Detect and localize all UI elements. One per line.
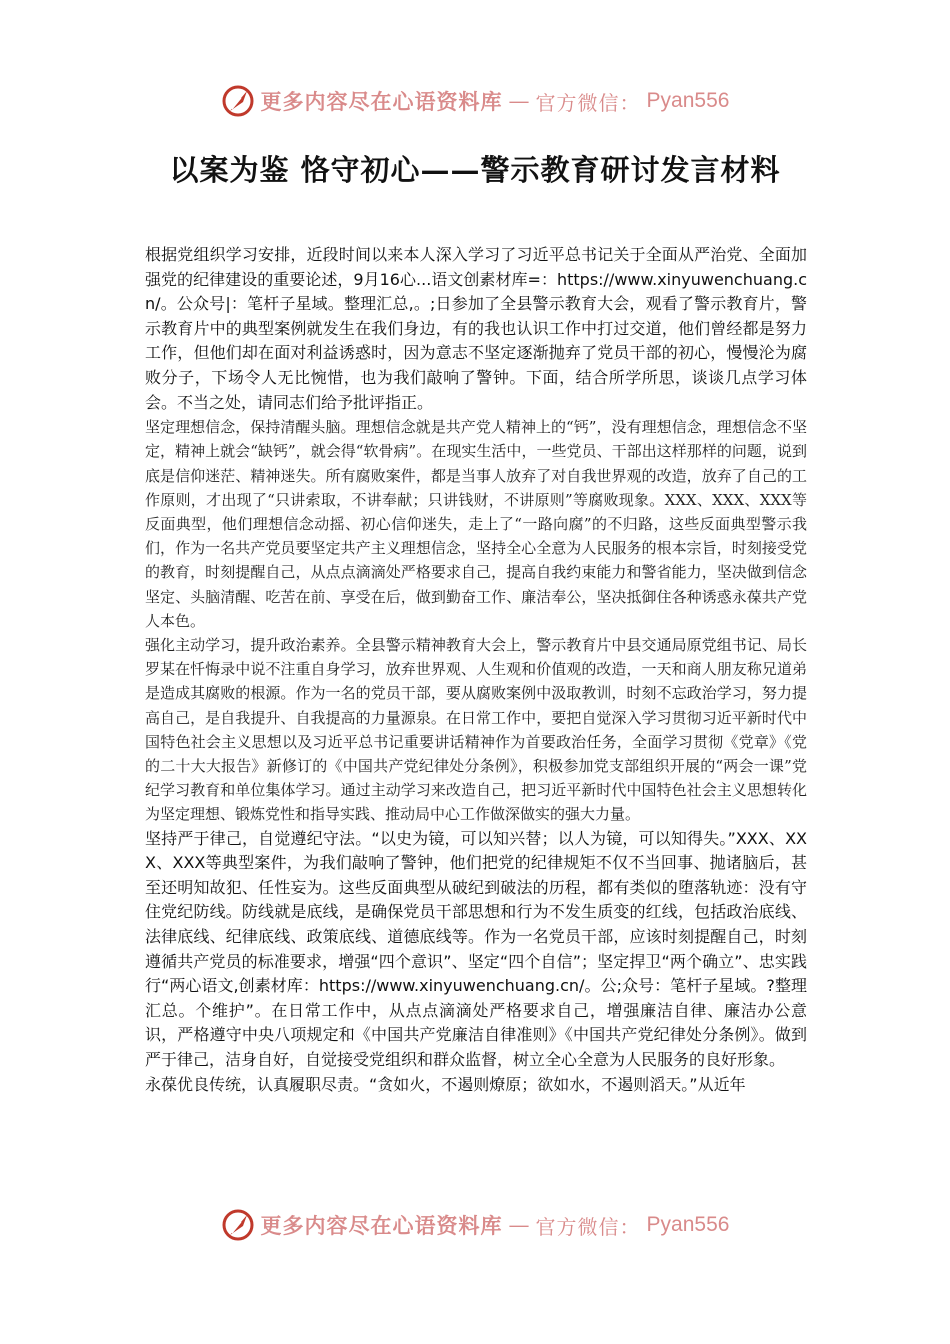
watermark-brand: 更多内容尽在心语资料库 (260, 1213, 503, 1238)
watermark-contact-code: Pyan556 (646, 1213, 730, 1236)
paragraph-ideals: 坚定理想信念，保持清醒头脑。理想信念就是共产党人精神上的“钙”，没有理想信念，理想信念不坚定，精神上就会“缺钙”，就会得“软骨病”。在现实生活中，一些党员、干部出这样那样的问题，说到底是信仰迷茫、精神迷失。所有腐败案件，都是当事人放弃了对自我世界观的改造，放弃了自己的工作原则，才出现了“只讲索取，不讲奉献；只讲钱财，不讲原则”等腐败现象。XXX、XXX、XXX等反面典型，他们理想信念动摇、初心信仰迷失，走上了“一路向腐”的不归路，这些反面典型警示我们，作为一名共产党员要坚定共产主义理想信念，坚持全心全意为人民服务的根本宗旨，时刻接受党的教育，时刻提醒自己，从点点滴滴处严格要求自己，提高自我约束能力和警省能力，坚决做到信念坚定、头脑清醒、吃苦在前、享受在后，做到勤奋工作、廉洁奉公，坚决抵御住各种诱惑永葆共产党人本色。 (145, 418, 807, 630)
watermark-separator: — (508, 89, 530, 113)
document-title: 以案为鉴 恪守初心——警示教育研讨发言材料 (169, 153, 781, 187)
footer-watermark (0, 1208, 950, 1242)
paragraph-tradition: 永葆优良传统，认真履职尽责。“贪如火，不遏则燎原；欲如水，不遏则滔天。”从近年 (145, 1074, 746, 1094)
watermark-contact-code: Pyan556 (646, 89, 730, 112)
quill-circle-icon (221, 1208, 255, 1242)
header-watermark (0, 84, 950, 118)
watermark-separator: — (508, 1213, 530, 1237)
paragraph-study: 强化主动学习，提升政治素养。全县警示精神教育大会上，警示教育片中县交通局原党组书记、局长罗某在忏悔录中说不注重自身学习，放弃世界观、人生观和价值观的改造，一天和商人朋友称兄道弟是造成其腐败的根源。作为一名的党员干部，要从腐败案例中汲取教训，时刻不忘政治学习，努力提高自己，是自我提升、自我提高的力量源泉。在日常工作中，要把自觉深入学习贯彻习近平新时代中国特色社会主义思想以及习近平总书记重要讲话精神作为首要政治任务，全面学习贯彻《党章》《党的二十大大报告》新修订的《中国共产党纪律处分条例》，积极参加党支部组织开展的“两会一课”党纪学习教育和单位集体学习。通过主动学习来改造自己，把习近平新时代中国特色社会主义思想转化为坚定理想、锻炼党性和指导实践、推动局中心工作做深做实的强大力量。 (145, 635, 807, 824)
document-body (145, 243, 807, 1097)
quill-circle-icon (221, 84, 255, 118)
watermark-contact-label: 官方微信： (535, 1214, 641, 1239)
paragraph-intro: 根据党组织学习安排，近段时间以来本人深入学习了习近平总书记关于全面从严治党、全面加强党的纪律建设的重要论述，9月16心...语文创素材库=：https://www.xinyuwenchuang.cn/。公众号|：笔杆子星域。整理汇总,。;日参加了全县警示教育大会，观看了警示教育片，警示教育片中的典型案例就发生在我们身边，有的我也认识工作中打过交道，他们曾经都是努力工作，但他们却在面对利益诱惑时，因为意志不坚定逐渐抛弃了党员干部的初心，慢慢沦为腐败分子，下场令人无比惋惜，也为我们敲响了警钟。下面，结合所学所思，谈谈几点学习体会。不当之处，请同志们给予批评指正。 (145, 245, 807, 412)
watermark-brand: 更多内容尽在心语资料库 (260, 89, 503, 114)
watermark-contact-label: 官方微信： (535, 90, 641, 115)
paragraph-discipline: 坚持严于律己，自觉遵纪守法。“以史为镜，可以知兴替；以人为镜，可以知得失。”XXX、XXX、XXX等典型案件，为我们敲响了警钟，他们把党的纪律规矩不仅不当回事、抛诸脑后，甚至还明知故犯、任性妄为。这些反面典型从破纪到破法的历程，都有类似的堕落轨迹：没有守住党纪防线。防线就是底线，是确保党员干部思想和行为不发生质变的红线，包括政治底线、法律底线、纪律底线、政策底线、道德底线等。作为一名党员干部，应该时刻提醒自己，时刻遵循共产党员的标准要求，增强“四个意识”、坚定“四个自信”；坚定捍卫“两个确立”、忠实践行“两心语文,创素材库：https://www.xinyuwenchuang.cn/。公;众号：笔杆子星域。?整理汇总。个维护”。在日常工作中，从点点滴滴处严格要求自己，增强廉洁自律、廉洁办公意识，严格遵守中央八项规定和《中国共产党廉洁自律准则》《中国共产党纪律处分条例》。做到严于律己，洁身自好，自觉接受党组织和群众监督，树立全心全意为人民服务的良好形象。 (145, 828, 807, 1069)
